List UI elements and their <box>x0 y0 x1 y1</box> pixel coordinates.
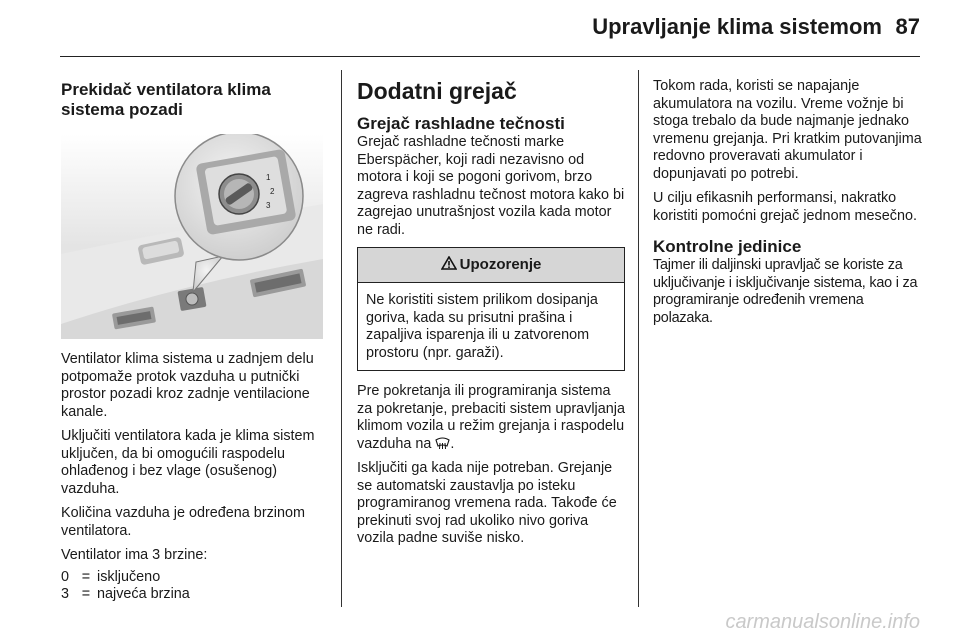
subheading-coolant-heater: Grejač rashladne tečnosti <box>357 114 565 133</box>
knob-label-2: 2 <box>270 187 275 196</box>
heater-preparation-end: . <box>450 435 455 452</box>
header-title: Upravljanje klima sistemom <box>592 14 882 39</box>
warning-title: Upozorenje <box>459 256 542 273</box>
heater-preparation-text: Pre pokretanja ili programiranja sistema za pokretanje, prebaciti sistem upravljanja klimom vozila u režim grejanja i raspodelu vazduha na <box>357 383 625 452</box>
section-heading-auxiliary-heater: Dodatni grejač <box>357 78 517 104</box>
speed-list <box>61 569 323 604</box>
rear-fan-speeds-intro: Ventilator ima 3 brzine: <box>61 547 208 563</box>
header-divider <box>60 56 920 57</box>
speed-key: 0 <box>61 568 70 585</box>
speed-value: isključeno <box>97 568 161 585</box>
speed-separator: = <box>81 568 91 585</box>
heater-shutdown-info: Isključiti ga kada nije potreban. Grejanje se automatski zaustavlja po isteku programiranog vremena rada. Takođe će prekinuti svoj rad ukoliko nivo goriva vozila padne suviše nisko. <box>357 460 617 546</box>
column-1 <box>61 68 323 604</box>
warning-icon <box>441 256 457 270</box>
rear-fan-description: Ventilator klima sistema u zadnjem delu potpomaže protok vazduha u putnički prostor pozadi kroz zadnje ventilacione kanale. <box>61 351 314 420</box>
column-divider-1 <box>341 70 342 607</box>
rear-fan-switch-photo <box>61 134 323 339</box>
column-2 <box>357 68 625 555</box>
speed-item <box>61 586 323 604</box>
watermark: carmanualsonline.info <box>725 611 920 633</box>
rear-fan-switch-illustration <box>61 134 323 339</box>
warning-text: Ne koristiti sistem prilikom dosipanja goriva, kada su prisutni prašina i zapaljiva isparenja ili u zatvorenom prostoru (npr. garaži). <box>366 292 598 361</box>
page-number: 87 <box>895 14 920 39</box>
column-divider-2 <box>638 70 639 607</box>
section-heading-rear-fan: Prekidač ventilatora klima sistema pozadi <box>61 80 271 119</box>
page-header <box>0 0 960 60</box>
rear-fan-usage: Uključiti ventilatora kada je klima sistem uključen, da bi omogućili raspodelu ohlađenog i bez vlage (osušenog) vazduha. <box>61 428 315 497</box>
coolant-heater-description: Grejač rashladne tečnosti marke Eberspächer, koji radi nezavisno od motora i koji se pogoni gorivom, brzo zagreva rashladnu tečnost motora kako bi zagrejao unutrašnjost vozila kada motor ne radi. <box>357 134 625 238</box>
rear-fan-airflow: Količina vazduha je određena brzinom ventilatora. <box>61 505 305 539</box>
battery-usage-info: Tokom rada, koristi se napajanje akumulatora na vozilu. Vreme vožnje bi stoga trebalo da bude najmanje jednako vremenu grejanja. Pri kratkim putovanjima redovno proveravati akumulator i dopunjavati po potrebi. <box>653 78 922 182</box>
warning-header <box>358 248 624 283</box>
warning-box <box>357 247 625 371</box>
knob-label-1: 1 <box>266 173 271 182</box>
control-units-description: Tajmer ili daljinski upravljač se koriste za uključivanje i isključivanje sistema, kao i za programiranje određenih vremena polazaka. <box>653 257 918 326</box>
windscreen-air-distribution-icon <box>435 437 450 450</box>
speed-value: najveća brzina <box>97 586 190 602</box>
speed-separator: = <box>81 586 91 602</box>
knob-label-3: 3 <box>266 201 271 210</box>
column-3 <box>653 68 923 334</box>
section-heading-control-units: Kontrolne jedinice <box>653 237 802 256</box>
heater-preparation <box>357 383 625 453</box>
speed-item <box>61 569 323 587</box>
monthly-use-advice: U cilju efikasnih performansi, nakratko koristiti pomoćni grejač jednom mesečno. <box>653 190 917 224</box>
speed-key: 3 <box>61 586 70 602</box>
